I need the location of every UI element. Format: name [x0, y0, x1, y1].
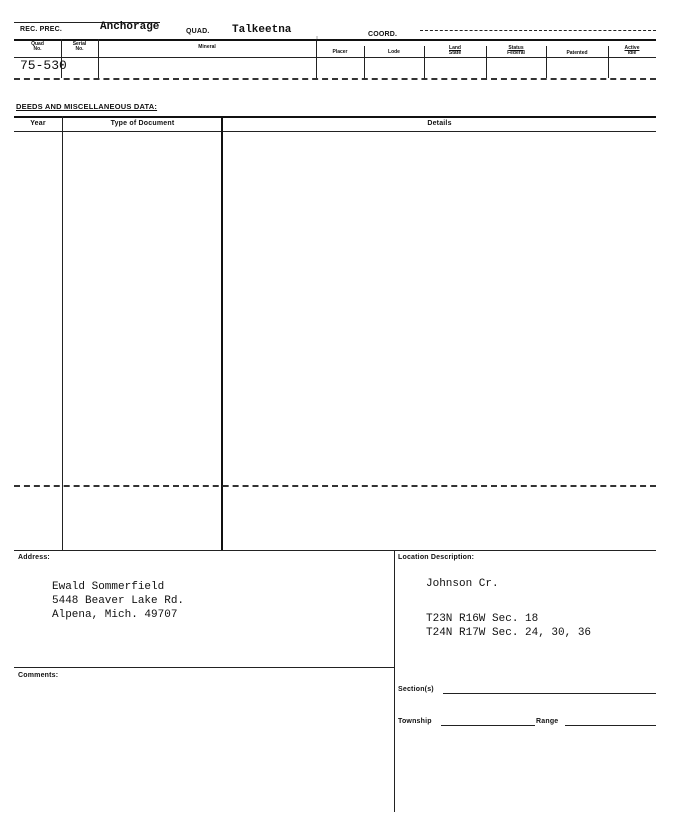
coord-label: COORD.: [368, 31, 398, 38]
hdr-div-3: [316, 39, 317, 78]
rec-prec-label: REC. PREC.: [20, 26, 63, 33]
address-label: Address:: [18, 554, 50, 561]
placer-arrow-icon: ↓: [314, 33, 320, 43]
range-fill-line[interactable]: [565, 725, 656, 726]
deeds-dashed-rule: [14, 485, 656, 487]
range-label: Range: [536, 718, 559, 725]
sections-label: Section(s): [398, 686, 434, 693]
comments-label: Comments:: [18, 672, 59, 679]
col-status-federal: Status Federal: [507, 45, 525, 56]
township-fill-line[interactable]: [441, 725, 535, 726]
bottom-divider: [394, 550, 395, 812]
col-mineral: Mineral: [198, 44, 216, 50]
deeds-head-rule: [14, 131, 656, 132]
col-land-state: Land State: [448, 45, 462, 56]
col-quad-no: Quad No.: [31, 41, 44, 52]
top-rule-right: [420, 30, 656, 31]
col-serial-no: Serial No.: [72, 41, 87, 52]
quad-no-value: 75-530: [20, 58, 67, 73]
sections-fill-line[interactable]: [443, 693, 656, 694]
col-details: Details: [427, 120, 452, 127]
location-line-1: T23N R16W Sec. 18: [426, 613, 539, 625]
rec-prec-value: Anchorage: [100, 21, 160, 33]
header-box-mid: [14, 57, 656, 58]
location-line-2: T24N R17W Sec. 24, 30, 36: [426, 627, 592, 639]
col-lode: Lode: [388, 49, 400, 55]
quad-label: QUAD.: [186, 28, 210, 35]
township-label: Township: [398, 718, 432, 725]
header-box-top: [14, 39, 656, 41]
deeds-top-rule: [14, 116, 656, 118]
address-line-2: 5448 Beaver Lake Rd.: [52, 595, 185, 607]
col-type-of-document: Type of Document: [110, 120, 175, 127]
address-bottom-rule: [14, 667, 394, 668]
header-box-bottom: [14, 78, 656, 80]
col-active-idle: Active Idle: [624, 45, 640, 56]
col-placer: Placer: [332, 49, 348, 55]
col-patented: Patented: [566, 50, 588, 56]
address-line-3: Alpena, Mich. 49707: [52, 609, 178, 621]
deeds-title: DEEDS AND MISCELLANEOUS DATA:: [16, 102, 158, 111]
col-year: Year: [30, 120, 46, 127]
location-name: Johnson Cr.: [426, 578, 499, 590]
bottom-top-rule: [14, 550, 656, 551]
quad-value: Talkeetna: [232, 24, 292, 36]
address-line-1: Ewald Sommerfield: [52, 581, 165, 593]
location-label: Location Description:: [398, 554, 475, 561]
